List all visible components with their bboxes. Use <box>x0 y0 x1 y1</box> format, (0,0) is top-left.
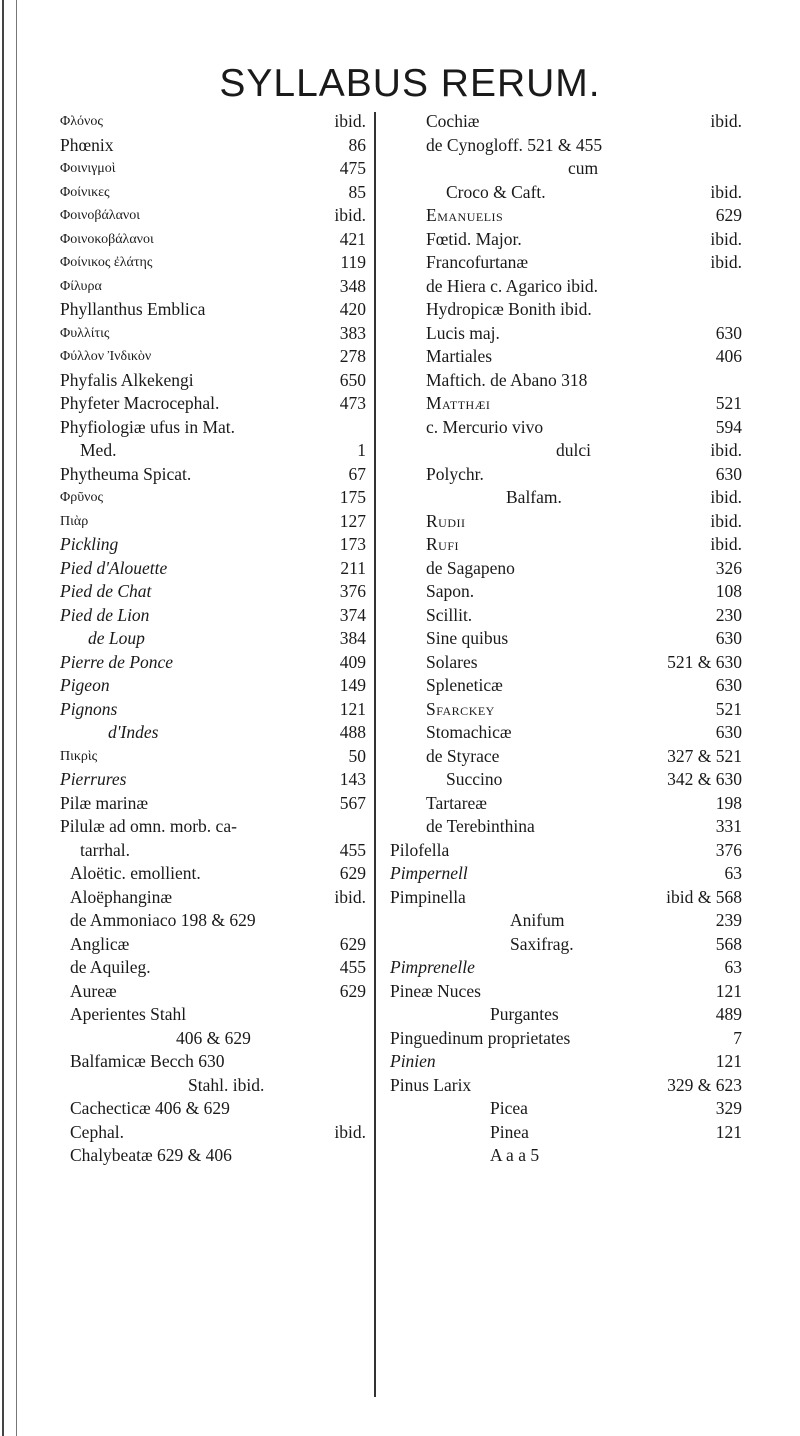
entry-page-ref: 374 <box>339 604 366 625</box>
entry-term: Φρῦνος <box>60 490 104 505</box>
entry-page-ref: ibid. <box>710 510 742 531</box>
running-header: SYLLABUS RERUM. <box>219 62 601 105</box>
entry-page-ref: 211 <box>340 557 366 578</box>
entry-term: dulci <box>556 440 591 460</box>
index-entry <box>60 886 372 910</box>
entry-term: Med. <box>80 440 117 460</box>
index-column-right <box>390 110 750 1400</box>
entry-term: Φοινιγμοὶ <box>60 161 116 176</box>
entry-term: Pinien <box>390 1051 436 1071</box>
entry-term: de Loup <box>88 628 145 648</box>
entry-page-ref: 629 <box>715 205 742 225</box>
entry-page-ref: ibid & 568 <box>666 886 742 907</box>
index-entry <box>60 698 372 722</box>
entry-term: Pickling <box>60 534 119 554</box>
index-entry <box>390 604 750 628</box>
entry-term: Phytheuma Spicat. <box>60 463 192 484</box>
index-entry <box>390 369 750 393</box>
index-entry <box>60 1144 372 1168</box>
entry-page-ref: 521 & 630 <box>667 651 742 672</box>
entry-page-ref: 198 <box>715 792 742 813</box>
entry-term: Pied de Chat <box>60 581 152 601</box>
index-entry <box>390 228 750 252</box>
index-entry <box>60 251 372 275</box>
entry-term: de Styrace <box>426 745 500 766</box>
index-entry <box>390 768 750 792</box>
index-entry <box>390 580 750 604</box>
entry-page-ref: 7 <box>733 1027 742 1048</box>
entry-term: Φλόνος <box>60 114 103 129</box>
entry-term: Aloëphanginæ <box>70 886 173 907</box>
entry-page-ref: 568 <box>715 933 742 954</box>
index-entry <box>60 721 372 745</box>
entry-term: Φύλλον Ἰνδικὸν <box>60 349 152 364</box>
index-entry <box>390 839 750 863</box>
index-entry <box>390 181 750 205</box>
index-entry <box>390 486 750 510</box>
entry-term: Maftich. de Abano 318 <box>426 369 588 390</box>
entry-term: Pilæ marinæ <box>60 792 148 813</box>
entry-page-ref: 630 <box>715 322 742 343</box>
entry-term: Pierrures <box>60 769 127 789</box>
entry-term: cum <box>568 158 599 178</box>
entry-page-ref: 63 <box>724 957 742 977</box>
index-entry <box>390 439 750 463</box>
index-entry <box>60 956 372 980</box>
entry-term: Cochiæ <box>426 111 480 131</box>
index-entry <box>390 251 750 275</box>
entry-page-ref: 121 <box>715 980 742 1001</box>
entry-page-ref: 475 <box>339 158 366 178</box>
entry-page-ref: 420 <box>339 299 366 319</box>
entry-page-ref: 384 <box>339 628 366 648</box>
entry-page-ref: 327 & 521 <box>667 745 742 766</box>
entry-term: Pineæ Nuces <box>390 980 481 1001</box>
index-entry <box>390 980 750 1004</box>
entry-page-ref: 650 <box>339 369 366 390</box>
entry-term: Scillit. <box>426 604 473 625</box>
index-entry <box>60 157 372 181</box>
entry-term: Balfam. <box>506 487 562 507</box>
entry-page-ref: 127 <box>339 510 366 531</box>
index-entry <box>60 792 372 816</box>
entry-term: Sapon. <box>426 581 475 601</box>
entry-term: Pinus Larix <box>390 1074 472 1095</box>
index-entry <box>60 416 372 440</box>
index-entry <box>390 815 750 839</box>
entry-page-ref: 421 <box>339 228 366 249</box>
entry-page-ref: 326 <box>715 557 742 578</box>
entry-page-ref: ibid. <box>334 1121 366 1142</box>
entry-page-ref: 455 <box>339 957 366 977</box>
index-entry <box>60 862 372 886</box>
entry-page-ref: 1 <box>357 440 366 460</box>
entry-page-ref: 239 <box>715 910 742 930</box>
entry-page-ref: 629 <box>339 933 366 954</box>
index-entry <box>390 909 750 933</box>
entry-page-ref: 175 <box>339 487 366 507</box>
entry-term: Pilulæ ad omn. morb. ca- <box>60 816 237 836</box>
index-entry <box>390 651 750 675</box>
entry-term: Martiales <box>426 346 493 366</box>
entry-page-ref: 329 <box>715 1098 742 1118</box>
index-entry <box>390 1003 750 1027</box>
index-entry <box>60 392 372 416</box>
entry-term: Πικρὶς <box>60 748 98 764</box>
entry-term: de Ammoniaco 198 & 629 <box>70 910 256 930</box>
page-edge-line <box>16 0 17 1436</box>
entry-term: Pied de Lion <box>60 604 150 625</box>
entry-term: de Hiera c. Agarico ibid. <box>426 275 599 296</box>
index-entry <box>60 815 372 839</box>
index-entry <box>60 533 372 557</box>
entry-page-ref: ibid. <box>334 111 366 131</box>
entry-page-ref: 406 <box>715 346 742 366</box>
index-entry <box>60 768 372 792</box>
entry-term: Φοινοκοβάλανοι <box>60 231 154 247</box>
entry-page-ref: ibid. <box>710 534 742 554</box>
entry-page-ref: ibid. <box>710 228 742 249</box>
index-entry <box>390 627 750 651</box>
entry-term: Hydropicæ Bonith ibid. <box>426 299 592 319</box>
entry-term: Phœnix <box>60 134 114 155</box>
entry-page-ref: 488 <box>339 722 366 742</box>
index-entry <box>390 110 750 134</box>
entry-page-ref: 63 <box>724 863 742 883</box>
entry-page-ref: 329 & 623 <box>667 1074 742 1095</box>
entry-page-ref: 119 <box>340 252 366 272</box>
index-entry <box>60 322 372 346</box>
entry-term: Rudii <box>426 510 466 531</box>
index-entry <box>60 110 372 134</box>
index-entry <box>60 745 372 769</box>
index-entry <box>60 181 372 205</box>
entry-term: de Aquileg. <box>70 957 151 977</box>
entry-term: Phyfeter Macrocephal. <box>60 393 220 413</box>
index-entry <box>390 1144 750 1168</box>
entry-term: Anifum <box>510 910 565 930</box>
entry-page-ref: 121 <box>339 698 366 719</box>
entry-term: Φοινοβάλανοι <box>60 208 141 223</box>
index-entry <box>60 510 372 534</box>
entry-page-ref: 630 <box>715 463 742 484</box>
entry-term: Φυλλίτις <box>60 325 110 341</box>
index-entry <box>390 956 750 980</box>
index-entry <box>60 839 372 863</box>
index-entry <box>390 557 750 581</box>
entry-term: Pinea <box>490 1121 529 1142</box>
index-entry <box>60 580 372 604</box>
entry-page-ref: 630 <box>715 722 742 742</box>
entry-page-ref: 108 <box>715 581 742 601</box>
index-entry <box>390 1027 750 1051</box>
entry-page-ref: 594 <box>715 416 742 437</box>
entry-page-ref: 121 <box>715 1051 742 1071</box>
entry-page-ref: ibid. <box>710 487 742 507</box>
entry-term: Stahl. ibid. <box>188 1074 265 1095</box>
entry-page-ref: 348 <box>339 275 366 296</box>
entry-term: de Terebinthina <box>426 816 535 836</box>
entry-page-ref: 331 <box>715 816 742 836</box>
entry-page-ref: 455 <box>339 839 366 860</box>
index-entry <box>60 298 372 322</box>
index-entry <box>390 721 750 745</box>
entry-term: Chalybeatæ 629 & 406 <box>70 1145 232 1165</box>
entry-term: Pied d'Alouette <box>60 557 168 578</box>
index-entry <box>390 533 750 557</box>
index-entry <box>60 1050 372 1074</box>
entry-term: Pignons <box>60 698 118 719</box>
entry-term: Anglicæ <box>70 933 130 954</box>
index-entry <box>390 886 750 910</box>
index-entry <box>390 745 750 769</box>
entry-term: Φίλυρα <box>60 278 102 294</box>
index-entry <box>60 1027 372 1051</box>
entry-page-ref: 85 <box>348 181 366 202</box>
entry-page-ref: 521 <box>715 393 742 413</box>
entry-term: Sine quibus <box>426 628 509 648</box>
index-entry <box>60 604 372 628</box>
entry-term: c. Mercurio vivo <box>426 416 544 437</box>
entry-term: Francofurtanæ <box>426 252 529 272</box>
index-entry <box>390 157 750 181</box>
index-entry <box>60 134 372 158</box>
index-entry <box>390 1097 750 1121</box>
index-entry <box>390 1050 750 1074</box>
index-entry <box>60 1097 372 1121</box>
index-entry <box>60 627 372 651</box>
index-entry <box>60 674 372 698</box>
entry-term: Φοίνικος ἐλάτης <box>60 255 153 270</box>
entry-term: d'Indes <box>108 722 159 742</box>
entry-page-ref: 409 <box>339 651 366 672</box>
entry-term: Croco & Caft. <box>446 181 546 202</box>
entry-term: Cephal. <box>70 1121 124 1142</box>
index-entry <box>60 204 372 228</box>
page-edge-shadow <box>2 0 4 1436</box>
entry-term: Cachecticæ 406 & 629 <box>70 1098 230 1118</box>
entry-term: Phyfalis Alkekengi <box>60 369 194 390</box>
entry-term: tarrhal. <box>80 839 131 860</box>
entry-term: A a a 5 <box>490 1145 540 1165</box>
index-entry <box>60 933 372 957</box>
index-entry <box>390 792 750 816</box>
entry-term: Pimprenelle <box>390 957 475 977</box>
index-entry <box>390 392 750 416</box>
index-column-left <box>60 110 372 1400</box>
index-entry <box>390 698 750 722</box>
index-entry <box>390 1074 750 1098</box>
entry-page-ref: 567 <box>339 792 366 813</box>
index-entry <box>60 369 372 393</box>
entry-page-ref: 630 <box>715 675 742 695</box>
entry-term: Spleneticæ <box>426 675 503 695</box>
entry-term: Lucis maj. <box>426 322 500 343</box>
entry-page-ref: ibid. <box>710 181 742 202</box>
entry-page-ref: 630 <box>715 628 742 648</box>
index-entry <box>60 1121 372 1145</box>
entry-term: Phyfiologiæ ufus in Mat. <box>60 416 236 437</box>
entry-term: Pinguedinum proprietates <box>390 1027 571 1048</box>
index-entry <box>60 439 372 463</box>
entry-page-ref: 489 <box>715 1004 742 1024</box>
entry-term: de Cynogloff. 521 & 455 <box>426 134 603 155</box>
index-entry <box>60 463 372 487</box>
index-entry <box>390 416 750 440</box>
index-entry <box>390 463 750 487</box>
index-entry <box>60 980 372 1004</box>
entry-term: Aperientes Stahl <box>70 1004 187 1024</box>
entry-term: Fœtid. Major. <box>426 228 522 249</box>
entry-term: Solares <box>426 651 478 672</box>
entry-term: Pierre de Ponce <box>60 651 174 672</box>
index-entry <box>390 322 750 346</box>
entry-page-ref: ibid. <box>334 205 366 225</box>
entry-page-ref: 342 & 630 <box>667 769 742 789</box>
entry-page-ref: 383 <box>339 322 366 343</box>
entry-page-ref: ibid. <box>710 252 742 272</box>
index-entry <box>390 510 750 534</box>
index-entry <box>60 1003 372 1027</box>
entry-page-ref: 473 <box>339 393 366 413</box>
entry-page-ref: 521 <box>715 698 742 719</box>
entry-term: Picea <box>490 1098 528 1118</box>
entry-term: Purgantes <box>490 1004 559 1024</box>
entry-page-ref: 67 <box>348 463 366 484</box>
entry-page-ref: 143 <box>339 769 366 789</box>
index-entry <box>60 345 372 369</box>
index-entry <box>60 557 372 581</box>
entry-term: Pimpernell <box>390 863 468 883</box>
index-entry <box>390 674 750 698</box>
entry-page-ref: 629 <box>339 863 366 883</box>
entry-term: Balfamicæ Becch 630 <box>70 1051 225 1071</box>
entry-page-ref: 376 <box>339 581 366 601</box>
entry-term: Polychr. <box>426 463 484 484</box>
index-entry <box>390 298 750 322</box>
entry-page-ref: 50 <box>348 745 366 766</box>
index-entry <box>60 909 372 933</box>
entry-term: Pimpinella <box>390 886 466 907</box>
index-entry <box>390 345 750 369</box>
entry-term: Saxifrag. <box>510 933 574 954</box>
index-entry <box>60 1074 372 1098</box>
entry-term: Matthæi <box>426 393 491 413</box>
index-entry <box>60 275 372 299</box>
index-entry <box>390 1121 750 1145</box>
entry-term: Phyllanthus Emblica <box>60 299 206 319</box>
entry-term: Rufi <box>426 534 460 554</box>
entry-term: Φοίνικες <box>60 184 110 200</box>
index-entry <box>390 862 750 886</box>
entry-term: 406 & 629 <box>176 1027 251 1048</box>
entry-term: Sfarckey <box>426 698 495 719</box>
entry-term: Emanuelis <box>426 205 504 225</box>
entry-page-ref: ibid. <box>710 111 742 131</box>
entry-page-ref: 149 <box>339 675 366 695</box>
entry-term: de Sagapeno <box>426 557 515 578</box>
index-entry <box>390 134 750 158</box>
index-entry <box>390 204 750 228</box>
entry-term: Pigeon <box>60 675 110 695</box>
entry-term: Πιὰρ <box>60 513 89 529</box>
entry-page-ref: 230 <box>715 604 742 625</box>
entry-page-ref: ibid. <box>334 886 366 907</box>
entry-page-ref: 278 <box>339 346 366 366</box>
index-entry <box>60 228 372 252</box>
entry-page-ref: 121 <box>715 1121 742 1142</box>
index-entry <box>390 275 750 299</box>
entry-term: Stomachicæ <box>426 722 512 742</box>
index-entry <box>390 933 750 957</box>
entry-term: Succino <box>446 769 503 789</box>
entry-page-ref: 173 <box>339 534 366 554</box>
index-entry <box>60 486 372 510</box>
entry-term: Aloëtic. emollient. <box>70 863 201 883</box>
entry-term: Tartareæ <box>426 792 487 813</box>
entry-page-ref: 86 <box>348 134 366 155</box>
entry-page-ref: ibid. <box>710 440 742 460</box>
entry-page-ref: 376 <box>715 839 742 860</box>
entry-page-ref: 629 <box>339 980 366 1001</box>
entry-term: Pilofella <box>390 839 450 860</box>
column-divider <box>374 112 376 1397</box>
index-entry <box>60 651 372 675</box>
entry-term: Aureæ <box>70 980 117 1001</box>
